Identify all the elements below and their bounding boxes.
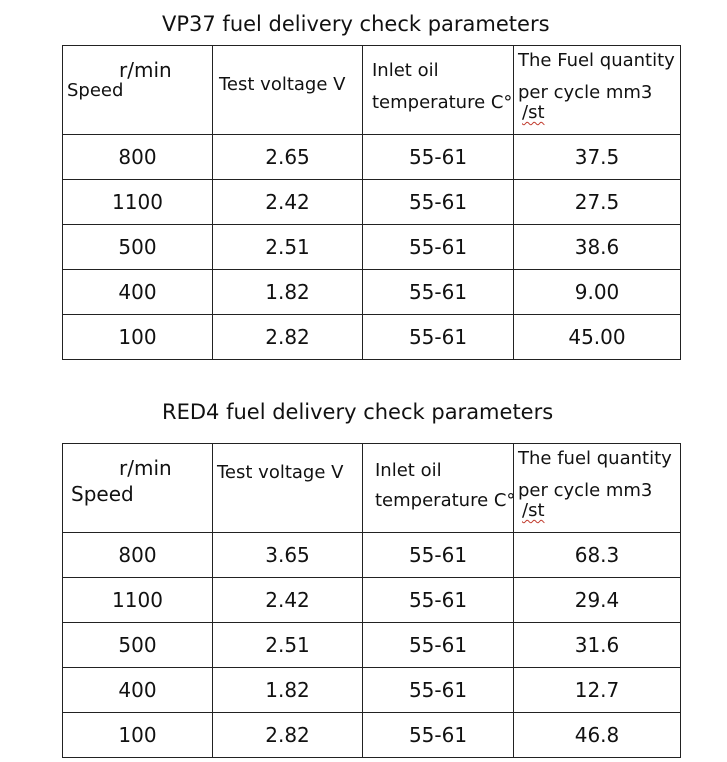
temperature-cell: 55-61 xyxy=(363,623,514,668)
speed-unit-label: r/min xyxy=(119,456,172,480)
voltage-cell: 3.65 xyxy=(213,533,363,578)
speed-cell: 1100 xyxy=(63,180,213,225)
temperature-cell: 55-61 xyxy=(363,533,514,578)
temperature-cell: 55-61 xyxy=(363,713,514,758)
temperature-cell: 55-61 xyxy=(363,668,514,713)
table-row xyxy=(63,713,681,758)
fuel-cell: 27.5 xyxy=(514,180,681,225)
table-row xyxy=(63,623,681,668)
speed-label: Speed xyxy=(71,482,134,506)
temperature-cell: 55-61 xyxy=(363,225,514,270)
table-header-row xyxy=(63,46,681,135)
voltage-cell: 2.51 xyxy=(213,623,363,668)
fuel-cell: 68.3 xyxy=(514,533,681,578)
table2-title: RED4 fuel delivery check parameters xyxy=(162,400,554,424)
voltage-header-cell xyxy=(213,46,363,135)
voltage-cell: 1.82 xyxy=(213,270,363,315)
fuel-cell: 9.00 xyxy=(514,270,681,315)
table-row xyxy=(63,135,681,180)
speed-unit-label: r/min xyxy=(119,58,172,82)
table-row xyxy=(63,270,681,315)
voltage-header-cell xyxy=(213,444,363,533)
vp37-parameters-table xyxy=(62,45,681,360)
voltage-cell: 2.82 xyxy=(213,713,363,758)
fuel-cell: 37.5 xyxy=(514,135,681,180)
voltage-cell: 2.65 xyxy=(213,135,363,180)
table-row xyxy=(63,315,681,360)
table-row xyxy=(63,668,681,713)
speed-cell: 100 xyxy=(63,315,213,360)
speed-header-cell xyxy=(63,46,213,135)
speed-cell: 400 xyxy=(63,270,213,315)
voltage-cell: 2.42 xyxy=(213,180,363,225)
fuel-cell: 45.00 xyxy=(514,315,681,360)
fuel-header-line1: The fuel quantity xyxy=(518,448,672,469)
voltage-header: Test voltage V xyxy=(219,74,346,95)
voltage-cell: 2.51 xyxy=(213,225,363,270)
voltage-cell: 1.82 xyxy=(213,668,363,713)
speed-cell: 800 xyxy=(63,533,213,578)
red4-parameters-table xyxy=(62,443,681,758)
speed-cell: 500 xyxy=(63,225,213,270)
temperature-header-line1: Inlet oil xyxy=(375,460,442,481)
temperature-cell: 55-61 xyxy=(363,578,514,623)
fuel-header-line1: The Fuel quantity xyxy=(518,50,675,71)
speed-label: Speed xyxy=(67,80,124,101)
table-header-row xyxy=(63,444,681,533)
voltage-cell: 2.82 xyxy=(213,315,363,360)
fuel-header-line3: /st xyxy=(522,102,545,123)
temperature-cell: 55-61 xyxy=(363,180,514,225)
table-row xyxy=(63,533,681,578)
fuel-cell: 38.6 xyxy=(514,225,681,270)
fuel-header-cell xyxy=(514,444,681,533)
temperature-header-cell xyxy=(363,46,514,135)
fuel-header-cell xyxy=(514,46,681,135)
fuel-header-line2: per cycle mm3 xyxy=(518,480,653,501)
table-row xyxy=(63,180,681,225)
speed-cell: 1100 xyxy=(63,578,213,623)
voltage-header: Test voltage V xyxy=(217,462,344,483)
table-row xyxy=(63,225,681,270)
temperature-header-cell xyxy=(363,444,514,533)
table1-title: VP37 fuel delivery check parameters xyxy=(162,12,550,36)
fuel-cell: 46.8 xyxy=(514,713,681,758)
temperature-header-line1: Inlet oil xyxy=(372,60,439,81)
fuel-header-line3: /st xyxy=(522,500,545,521)
fuel-cell: 29.4 xyxy=(514,578,681,623)
temperature-cell: 55-61 xyxy=(363,135,514,180)
speed-cell: 500 xyxy=(63,623,213,668)
speed-cell: 400 xyxy=(63,668,213,713)
voltage-cell: 2.42 xyxy=(213,578,363,623)
temperature-cell: 55-61 xyxy=(363,270,514,315)
fuel-cell: 31.6 xyxy=(514,623,681,668)
speed-header-cell xyxy=(63,444,213,533)
temperature-header-line2: temperature C° xyxy=(372,92,513,113)
temperature-header-line2: temperature C° xyxy=(375,490,516,511)
table-row xyxy=(63,578,681,623)
temperature-cell: 55-61 xyxy=(363,315,514,360)
speed-cell: 100 xyxy=(63,713,213,758)
speed-cell: 800 xyxy=(63,135,213,180)
fuel-cell: 12.7 xyxy=(514,668,681,713)
fuel-header-line2: per cycle mm3 xyxy=(518,82,653,103)
